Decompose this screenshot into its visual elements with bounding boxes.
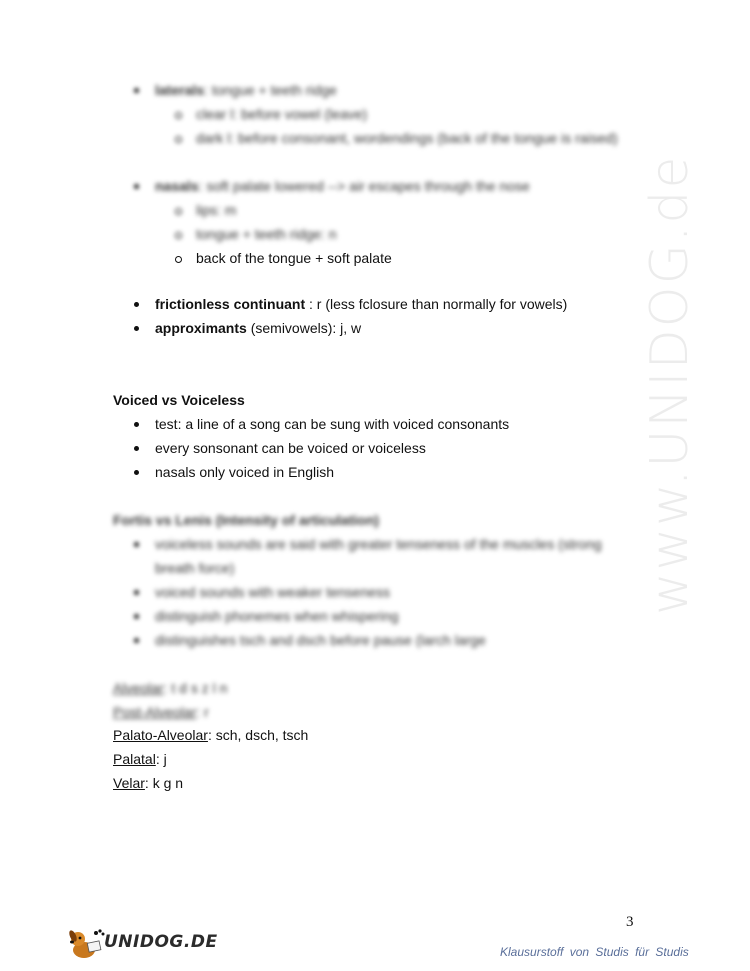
nasals-item: nasals: soft palate lowered --> air escapes through the nose (155, 178, 530, 194)
page-number: 3 (626, 914, 634, 930)
unidog-logo (66, 928, 218, 960)
bullet (134, 614, 139, 619)
bullet (134, 470, 139, 475)
place-alveolar: Alveolar: t d s z l n (113, 680, 228, 696)
sub-bullet (175, 136, 182, 143)
voiced-item-1: test: a line of a song can be sung with voiced consonants (155, 416, 510, 432)
watermark: www.UNIDOG.de (640, 154, 700, 615)
place-velar: Velar: k g n (113, 775, 184, 791)
place-palato-alveolar: Palato-Alveolar: sch, dsch, tsch (113, 727, 309, 743)
nasals-sub-1: lips: m (196, 202, 237, 218)
bullet (134, 326, 139, 331)
bullet (134, 302, 139, 307)
laterals-item: laterals: tongue + teeth ridge (155, 82, 337, 98)
sub-bullet (175, 112, 182, 119)
fortis-item-3: distinguish phonemes when whispering (155, 608, 399, 624)
bullet (134, 590, 139, 595)
bullet (134, 184, 139, 189)
fortis-heading: Fortis vs Lenis (Intensity of articulation) (113, 512, 380, 528)
footer-tagline: Klausurstoff von Studis für Studis (500, 945, 689, 959)
nasals-sub-2: tongue + teeth ridge: n (196, 226, 337, 242)
bullet (134, 446, 139, 451)
laterals-sub-1: clear l: before vowel (leave) (196, 106, 368, 122)
bullet (134, 542, 139, 547)
voiced-heading: Voiced vs Voiceless (113, 392, 245, 408)
place-palatal: Palatal: j (113, 751, 167, 767)
bullet (134, 88, 139, 93)
bullet (134, 638, 139, 643)
dog-icon (66, 928, 106, 962)
place-post-alveolar: Post-Alveolar: r (113, 704, 209, 720)
bullet (134, 422, 139, 427)
fortis-item-1: voiceless sounds are said with greater tenseness of the muscles (strong (155, 536, 602, 552)
voiced-item-3: nasals only voiced in English (155, 464, 334, 480)
fortis-item-1-cont: breath force) (155, 560, 235, 576)
logo-text: UNIDOG.DE (104, 932, 218, 952)
nasals-sub-3: back of the tongue + soft palate (196, 250, 392, 266)
voiced-item-2: every sonsonant can be voiced or voiceless (155, 440, 426, 456)
approximants-item: approximants (semivowels): j, w (155, 320, 362, 336)
frictionless-item: frictionless continuant : r (less fclosure than normally for vowels) (155, 296, 568, 312)
sub-bullet (175, 232, 182, 239)
sub-bullet (175, 256, 182, 263)
fortis-item-4: distinguishes tsch and dsch before pause (larch large (155, 632, 486, 648)
laterals-sub-2: dark l: before consonant, wordendings (back of the tongue is raised) (196, 130, 618, 146)
fortis-item-2: voiced sounds with weaker tenseness (155, 584, 391, 600)
sub-bullet (175, 208, 182, 215)
